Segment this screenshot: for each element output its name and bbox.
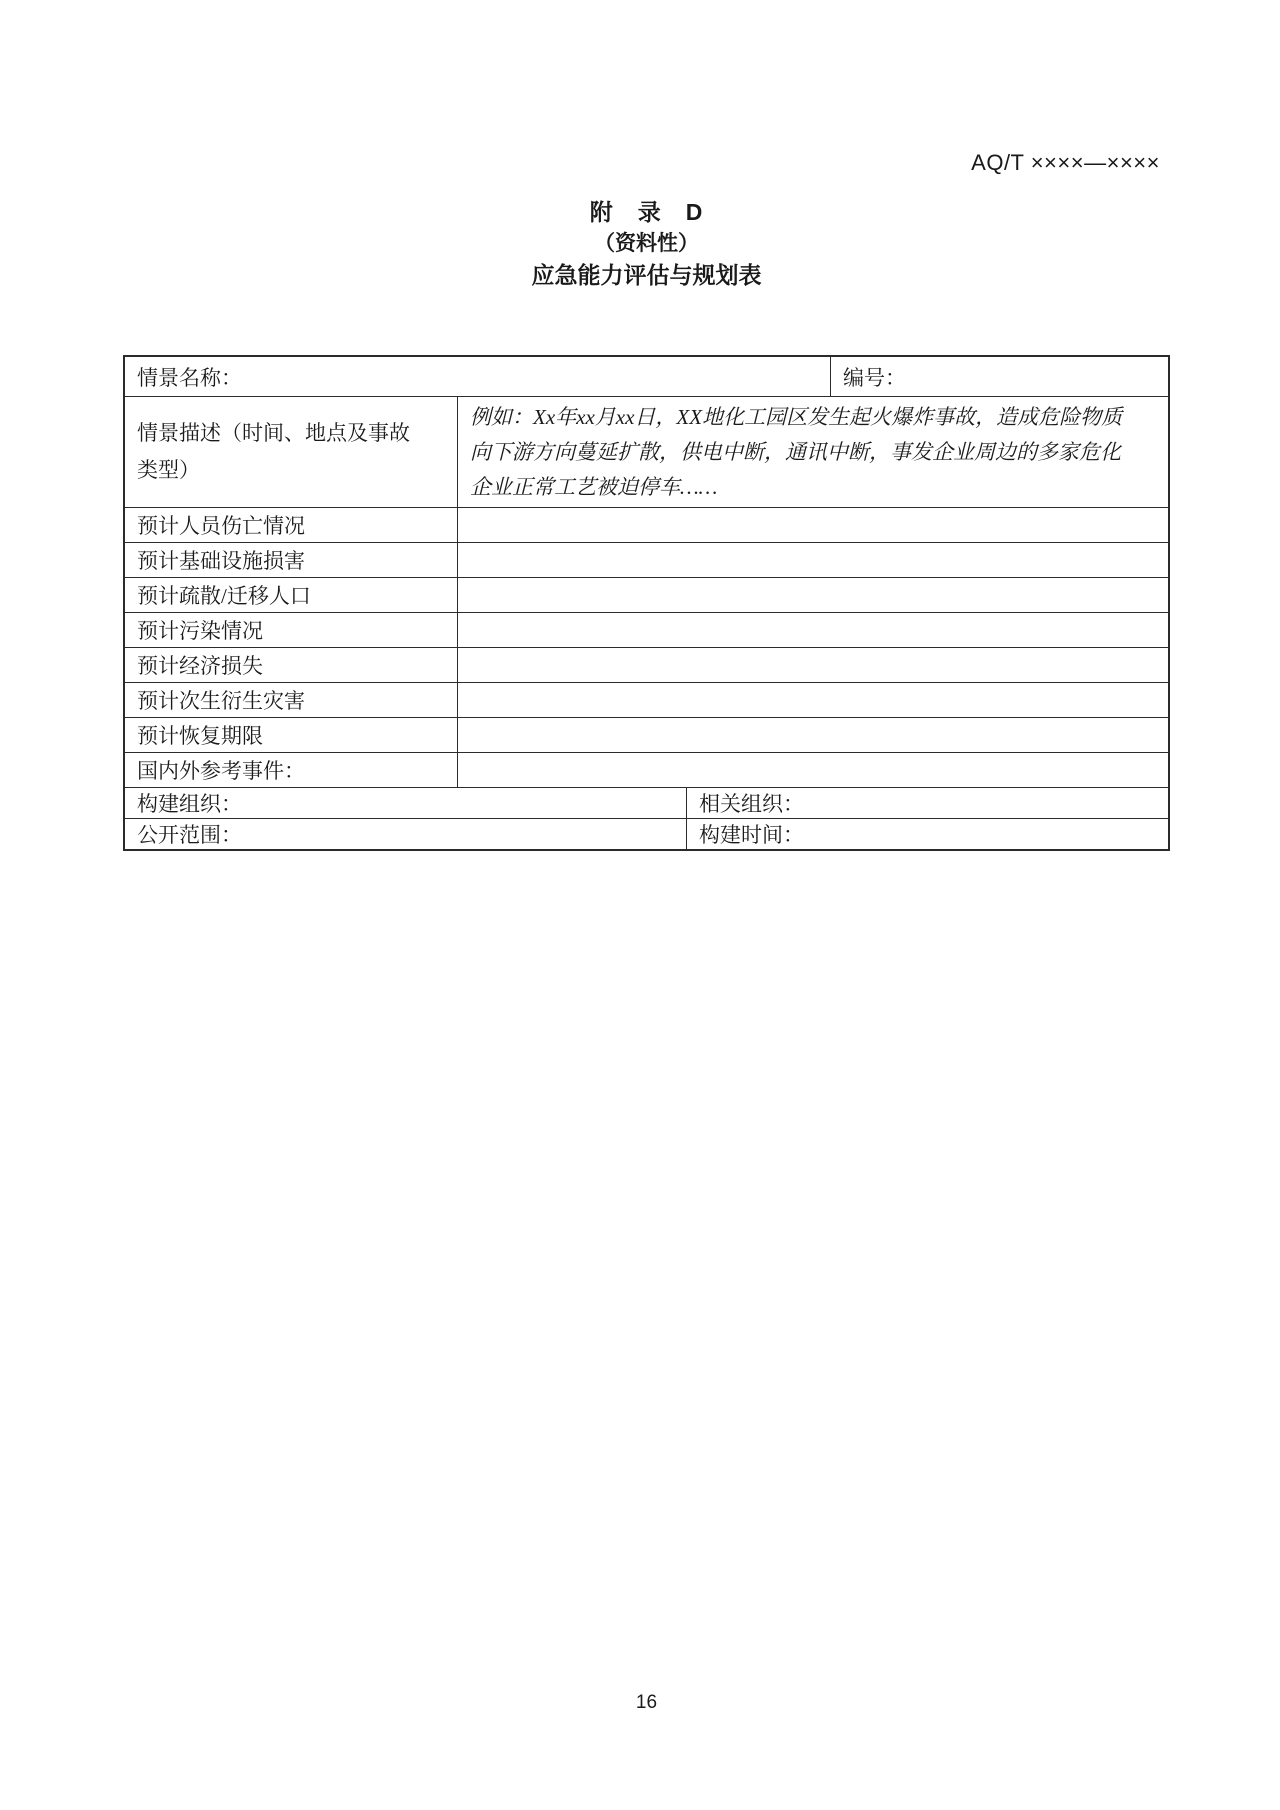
assessment-table [123, 355, 1170, 851]
scenario-description-label-line1: 情景描述（时间、地点及事故 [137, 421, 410, 445]
evacuation-population-label: 预计疏散/迁移人口 [137, 584, 311, 608]
number-label: 编号： [830, 357, 1168, 396]
row-organizations [125, 787, 1168, 818]
example-line1: 例如：Xx年xx月xx日，XX地化工园区发生起火爆炸事故，造成危险物质 [470, 404, 1123, 429]
secondary-disasters-label: 预计次生衍生灾害 [137, 689, 305, 713]
title-block [123, 196, 1170, 291]
building-organization-label: 构建组织： [137, 792, 242, 816]
row-pollution [125, 612, 1168, 647]
scenario-description-label-line2: 类型） [137, 458, 200, 482]
economic-loss-label: 预计经济损失 [137, 654, 263, 678]
reference-events-value [457, 753, 1168, 787]
evacuation-population-value [457, 578, 1168, 612]
recovery-period-label: 预计恢复期限 [137, 724, 263, 748]
row-secondary-disasters [125, 682, 1168, 717]
row-infrastructure-damage [125, 542, 1168, 577]
appendix-heading: 附 录 D [589, 199, 704, 225]
related-organization-label: 相关组织： [686, 788, 1168, 818]
example-line2: 向下游方向蔓延扩散，供电中断，通讯中断，事发企业周边的多家危化 [470, 439, 1121, 464]
scenario-description-label [125, 397, 457, 507]
row-reference-events [125, 752, 1168, 787]
public-scope-label: 公开范围： [137, 823, 242, 847]
appendix-kind: （资料性） [594, 232, 699, 255]
row-scenario-description [125, 396, 1168, 507]
expected-casualties-value [457, 508, 1168, 542]
reference-events-label: 国内外参考事件： [137, 759, 305, 783]
infrastructure-damage-label: 预计基础设施损害 [137, 549, 305, 573]
economic-loss-value [457, 648, 1168, 682]
row-economic-loss [125, 647, 1168, 682]
pollution-label: 预计污染情况 [137, 619, 263, 643]
building-time-label: 构建时间： [686, 819, 1168, 849]
infrastructure-damage-value [457, 543, 1168, 577]
expected-casualties-label: 预计人员伤亡情况 [137, 514, 305, 538]
row-scenario-name [125, 357, 1168, 396]
appendix-table-title: 应急能力评估与规划表 [531, 262, 762, 288]
row-recovery-period [125, 717, 1168, 752]
row-scope-time [125, 818, 1168, 849]
secondary-disasters-value [457, 683, 1168, 717]
scenario-description-example [457, 397, 1168, 507]
standard-code: AQ/T ××××—×××× [971, 150, 1160, 175]
row-evacuation-population [125, 577, 1168, 612]
pollution-value [457, 613, 1168, 647]
scenario-name-label: 情景名称： [137, 365, 242, 390]
recovery-period-value [457, 718, 1168, 752]
row-expected-casualties [125, 507, 1168, 542]
page-number: 16 [635, 1692, 658, 1713]
example-line3: 企业正常工艺被迫停车…… [470, 474, 718, 499]
